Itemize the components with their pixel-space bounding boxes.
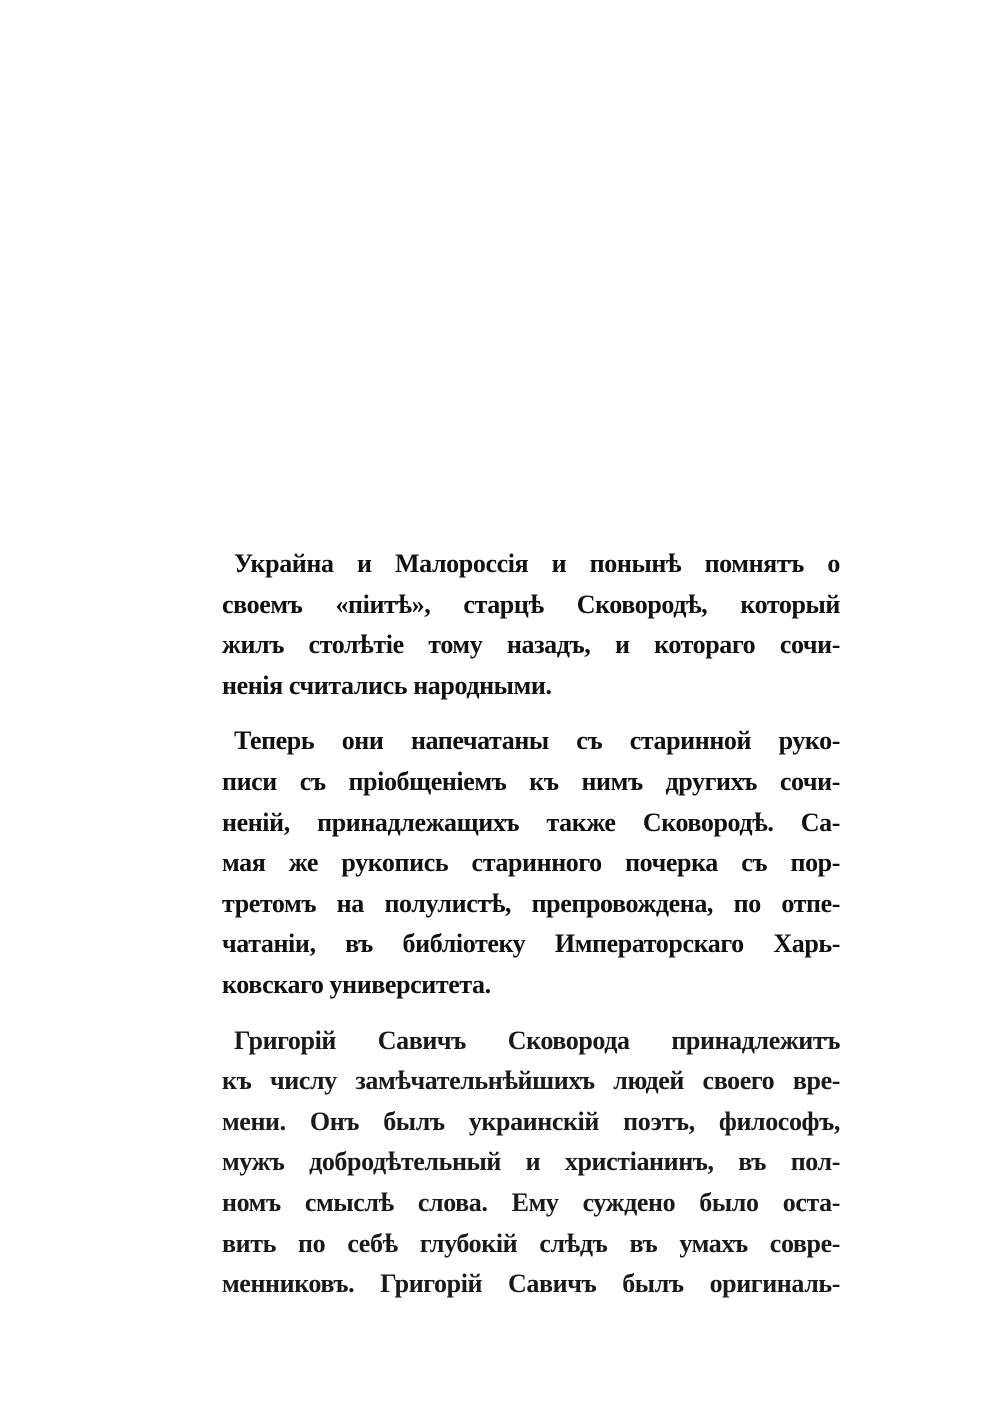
text-line: писи съ пріобщеніемъ къ нимъ другихъ сочи-: [222, 766, 840, 796]
text-line: ковскаго университета.: [222, 969, 491, 999]
text-line: ненія считались народными.: [222, 670, 552, 700]
text-line: Теперь они напечатаны съ старинной руко-: [234, 726, 840, 756]
text-line: мени. Онъ былъ украинскій поэтъ, философъ,: [222, 1106, 840, 1136]
text-line: Украйна и Малороссія и понынѣ помнятъ о: [234, 549, 840, 578]
page-text: [222, 544, 840, 1320]
text-line: жилъ столѣтіе тому назадъ, и котораго сочи-: [222, 630, 840, 660]
text-line: менниковъ. Григорій Савичъ былъ оригиналь-: [222, 1269, 840, 1299]
text-line: къ числу замѣчательнѣйшихъ людей своего вре-: [222, 1066, 840, 1096]
text-line: неній, принадлежащихъ также Сковородѣ. Са-: [222, 807, 840, 837]
text-line: номъ смыслѣ слова. Ему суждено было оста-: [222, 1187, 840, 1217]
text-line: мужъ добродѣтельный и христіанинъ, въ пол-: [222, 1147, 840, 1177]
paragraph-1: [222, 544, 840, 706]
text-line: своемъ «піитѣ», старцѣ Сковородѣ, который: [222, 589, 840, 619]
paragraph-3: [222, 1021, 840, 1305]
paragraph-2: [222, 721, 840, 1005]
text-line: чатаніи, въ библіотеку Императорскаго Харь-: [222, 929, 840, 959]
text-line: третомъ на полулистѣ, препровождена, по отпе-: [222, 888, 840, 918]
text-line: вить по себѣ глубокій слѣдъ въ умахъ совре-: [222, 1228, 840, 1258]
text-line: Григорій Савичъ Сковорода принадлежитъ: [234, 1025, 840, 1055]
text-line: мая же рукопись старинного почерка съ пор-: [222, 848, 840, 878]
